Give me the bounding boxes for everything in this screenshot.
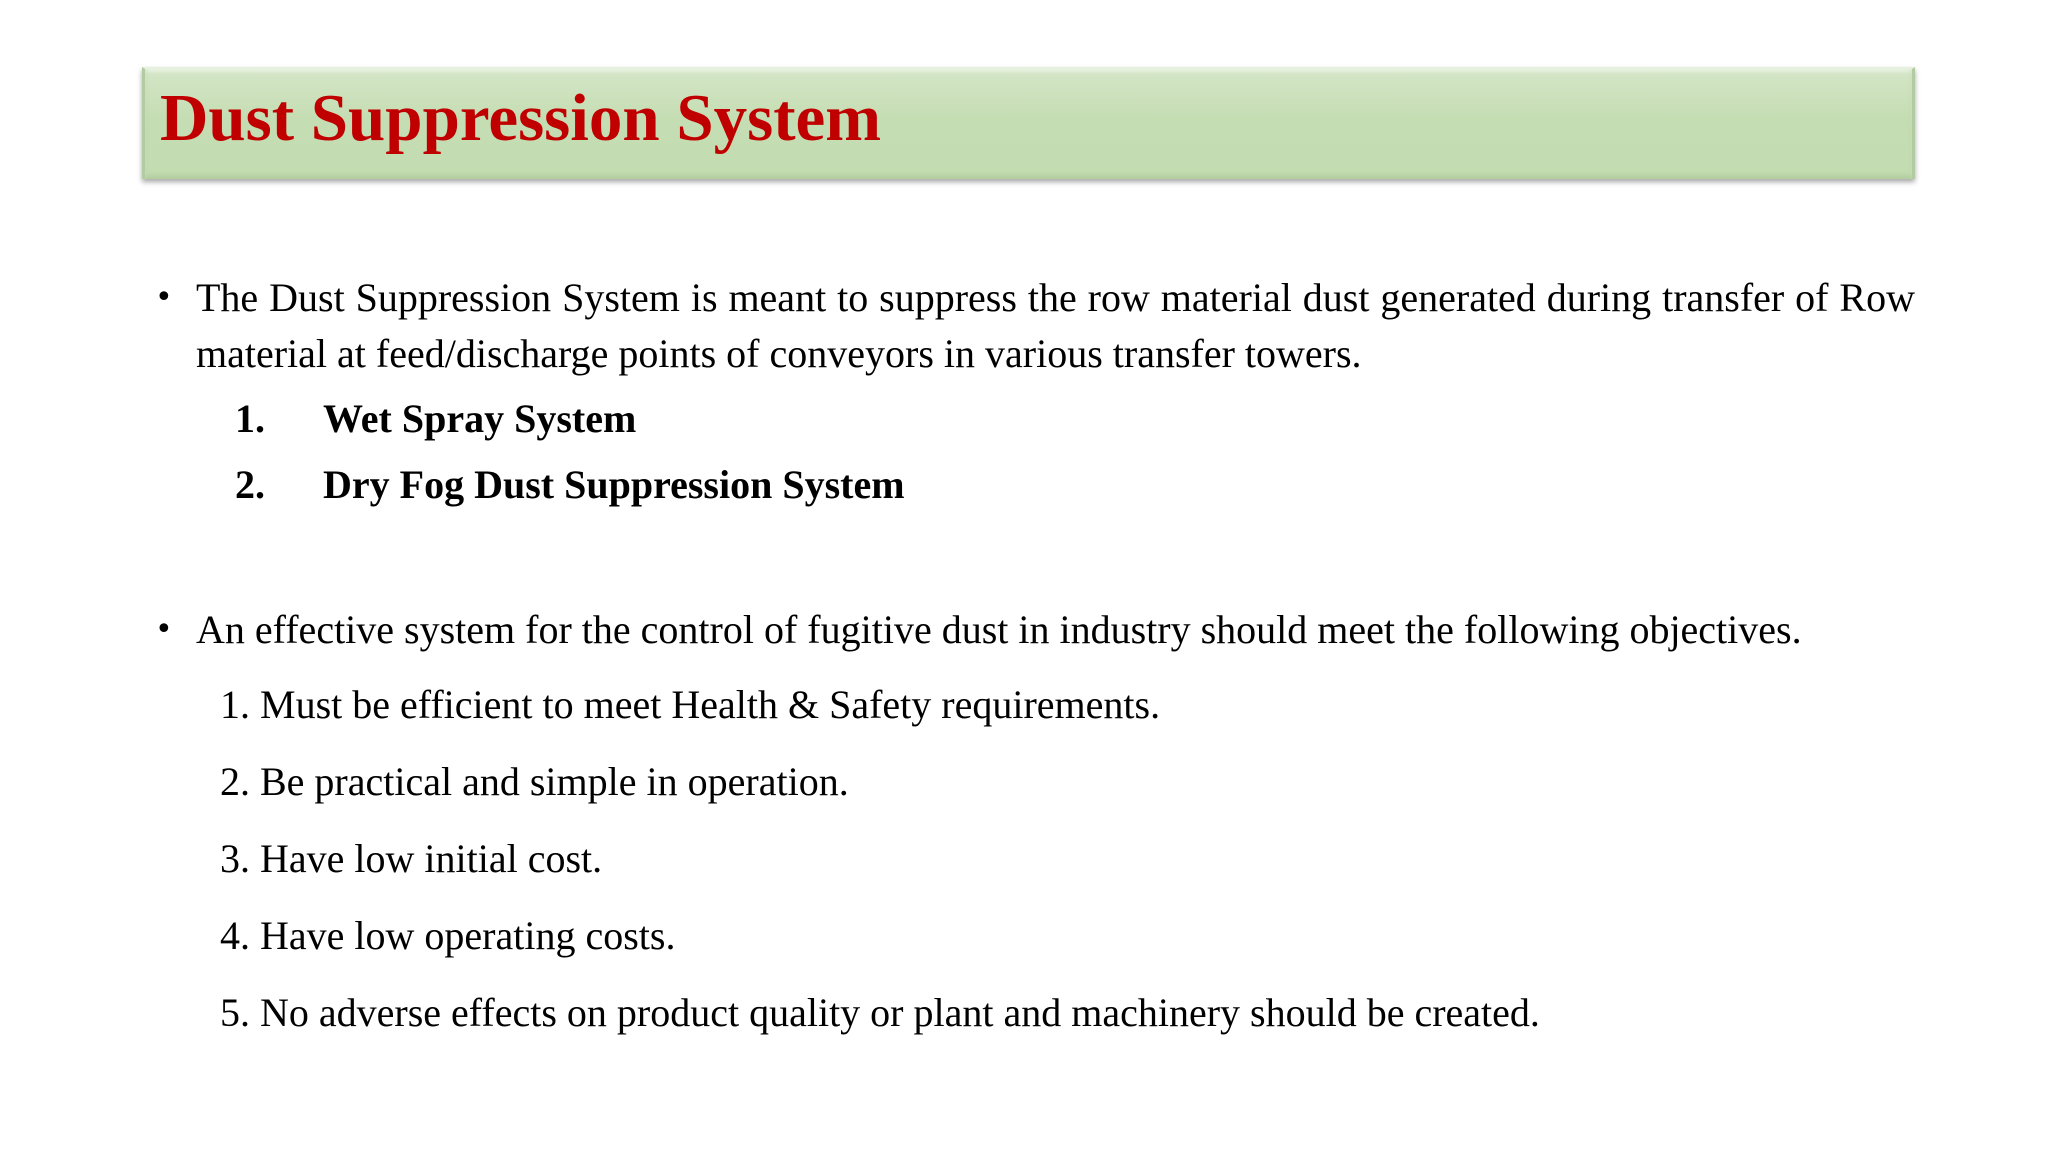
bullet-item-1 <box>155 270 1915 382</box>
objective-item: 2. Be practical and simple in operation. <box>220 759 849 804</box>
bullet-text: An effective system for the control of fugitive dust in industry should meet the following objectives. <box>196 607 1802 652</box>
bullet-text: The Dust Suppression System is meant to suppress the row material dust generated during transfer of Row material at feed/discharge points of conveyors in various transfer towers. <box>196 275 1915 376</box>
sub-list-number: 2. <box>235 462 265 507</box>
sub-list-number: 1. <box>235 396 265 441</box>
objective-item: 1. Must be efficient to meet Health & Safety requirements. <box>220 682 1161 727</box>
bullet-item-2 <box>155 602 1915 658</box>
sub-list-label: Dry Fog Dust Suppression System <box>323 462 905 507</box>
bullet-dot-icon: • <box>155 612 173 647</box>
objective-item: 5. No adverse effects on product quality or plant and machinery should be created. <box>220 990 1540 1035</box>
sub-list-label: Wet Spray System <box>323 396 637 441</box>
objective-item: 4. Have low operating costs. <box>220 913 676 958</box>
bullet-dot-icon: • <box>155 280 173 315</box>
title-bar <box>142 67 1915 179</box>
objective-item: 3. Have low initial cost. <box>220 836 603 881</box>
slide-title: Dust Suppression System <box>160 81 882 155</box>
